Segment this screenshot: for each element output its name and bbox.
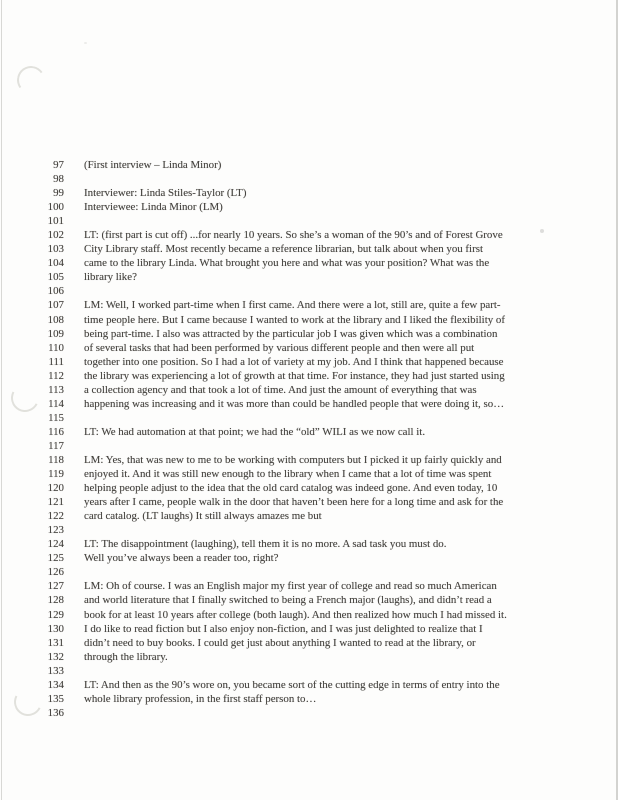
line-number: 117 bbox=[48, 439, 64, 452]
transcript-line bbox=[0, 664, 618, 678]
transcript-line bbox=[0, 425, 618, 439]
line-text: the library was experiencing a lot of growth at that time. For instance, they had just started using bbox=[84, 369, 505, 382]
transcript-line bbox=[0, 327, 618, 341]
line-text: card catalog. (LT laughs) It still always amazes me but bbox=[84, 510, 322, 523]
line-number: 107 bbox=[47, 299, 64, 312]
line-text: Interviewee: Linda Minor (LM) bbox=[84, 201, 223, 214]
line-text: (First interview – Linda Minor) bbox=[84, 159, 222, 171]
transcript-line bbox=[0, 186, 618, 200]
line-number: 125 bbox=[47, 552, 64, 565]
line-number: 111 bbox=[48, 355, 64, 368]
line-number: 121 bbox=[47, 496, 64, 509]
line-text: library like? bbox=[84, 271, 137, 284]
transcript-line bbox=[0, 551, 618, 565]
line-number: 99 bbox=[53, 187, 64, 200]
transcript-line bbox=[0, 481, 618, 495]
line-number: 122 bbox=[47, 510, 64, 523]
transcript-line bbox=[0, 369, 618, 383]
transcript-line bbox=[0, 509, 618, 523]
transcript-line bbox=[0, 565, 618, 579]
line-number: 128 bbox=[47, 594, 64, 607]
line-text: Well you’ve always been a reader too, right? bbox=[84, 552, 279, 565]
line-number: 129 bbox=[47, 608, 64, 621]
line-number: 120 bbox=[47, 482, 64, 495]
line-number: 101 bbox=[47, 215, 64, 228]
transcript-line bbox=[0, 692, 618, 706]
scan-speck bbox=[84, 42, 87, 44]
line-text: came to the library Linda. What brought you here and what was your position? What was the bbox=[84, 257, 490, 270]
line-number: 135 bbox=[47, 692, 64, 705]
line-text: LM: Oh of course. I was an English major my first year of college and read so much American bbox=[84, 580, 497, 593]
line-number: 118 bbox=[48, 453, 64, 466]
line-text: Interviewer: Linda Stiles-Taylor (LT) bbox=[84, 187, 247, 200]
line-text: whole library profession, in the first staff person to… bbox=[84, 692, 317, 705]
line-number: 124 bbox=[47, 538, 64, 551]
transcript-line bbox=[0, 383, 618, 397]
line-number: 133 bbox=[47, 664, 64, 677]
transcript-line bbox=[0, 284, 618, 298]
transcript-line bbox=[0, 439, 618, 453]
transcript-line bbox=[0, 467, 618, 481]
line-text: time people here. But I came because I wanted to work at the library and I liked the flexibility of bbox=[84, 313, 505, 326]
line-number: 134 bbox=[47, 678, 64, 691]
line-text: LM: Yes, that was new to me to be working with computers but I picked it up fairly quickly and bbox=[84, 453, 502, 466]
line-text: of several tasks that had been performed by various different people and then were all put bbox=[84, 341, 475, 354]
line-number: 106 bbox=[47, 285, 64, 298]
transcript-line bbox=[0, 200, 618, 214]
interview-transcript bbox=[0, 158, 618, 720]
line-number: 109 bbox=[47, 327, 64, 340]
transcript-line bbox=[0, 650, 618, 664]
line-number: 132 bbox=[47, 650, 64, 663]
line-text: years after I came, people walk in the door that haven’t been here for a long time and ask for the bbox=[84, 496, 504, 509]
transcript-line bbox=[0, 228, 618, 242]
line-text: City Library staff. Most recently became a reference librarian, but talk about when you first bbox=[84, 243, 483, 256]
line-number: 112 bbox=[48, 369, 64, 382]
line-number: 103 bbox=[47, 243, 64, 256]
line-text: happening was increasing and it was more than could be handled people that were doing it, so… bbox=[84, 397, 505, 410]
line-text: LM: Well, I worked part-time when I first came. And there were a lot, still are, quite a few part- bbox=[84, 299, 501, 312]
line-number: 126 bbox=[47, 566, 64, 579]
line-text: book for at least 10 years after college (both laugh). And then realized how much I had missed it. bbox=[84, 608, 507, 621]
line-number: 136 bbox=[47, 706, 64, 719]
transcript-line bbox=[0, 270, 618, 284]
transcript-line bbox=[0, 706, 618, 720]
transcript-line bbox=[0, 242, 618, 256]
line-text: through the library. bbox=[84, 650, 168, 663]
line-number: 104 bbox=[47, 257, 64, 270]
line-number: 98 bbox=[53, 173, 64, 186]
line-number: 110 bbox=[48, 341, 64, 354]
transcript-line bbox=[0, 622, 618, 636]
transcript-line bbox=[0, 453, 618, 467]
line-number: 130 bbox=[47, 622, 64, 635]
line-number: 131 bbox=[47, 636, 64, 649]
line-number: 116 bbox=[48, 425, 64, 438]
transcript-line bbox=[0, 355, 618, 369]
line-text: enjoyed it. And it was still new enough to the library when I came that a lot of time was spent bbox=[84, 468, 492, 481]
transcript-line bbox=[0, 298, 618, 312]
transcript-line bbox=[0, 537, 618, 551]
line-number: 97 bbox=[53, 159, 64, 171]
transcript-line bbox=[0, 495, 618, 509]
hole-punch-mark-top bbox=[15, 64, 47, 96]
line-text: helping people adjust to the idea that the old card catalog was indeed gone. And even today, 10 bbox=[84, 482, 498, 495]
line-text: didn’t need to buy books. I could get just about anything I wanted to read at the library, or bbox=[84, 636, 476, 649]
transcript-line bbox=[0, 397, 618, 411]
transcript-line bbox=[0, 678, 618, 692]
line-number: 108 bbox=[47, 313, 64, 326]
line-text: and world literature that I finally switched to being a French major (laughs), and didn’t read a bbox=[84, 594, 492, 607]
line-number: 100 bbox=[47, 201, 64, 214]
transcript-line bbox=[0, 523, 618, 537]
line-text: a collection agency and that took a lot of time. And just the amount of everything that was bbox=[84, 383, 477, 396]
line-number: 123 bbox=[47, 524, 64, 537]
line-number: 119 bbox=[48, 468, 64, 481]
transcript-line bbox=[0, 172, 618, 186]
line-number: 114 bbox=[48, 397, 64, 410]
transcript-line bbox=[0, 256, 618, 270]
line-number: 113 bbox=[48, 383, 64, 396]
transcript-line bbox=[0, 313, 618, 327]
line-text: LT: The disappointment (laughing), tell them it is no more. A sad task you must do. bbox=[84, 538, 447, 551]
line-text: LT: (first part is cut off) ...for nearly 10 years. So she’s a woman of the 90’s and of Forest Grove bbox=[84, 229, 503, 242]
transcript-line bbox=[0, 158, 618, 172]
transcript-line bbox=[0, 579, 618, 593]
transcript-line bbox=[0, 608, 618, 622]
line-number: 127 bbox=[47, 580, 64, 593]
line-number: 102 bbox=[47, 229, 64, 242]
transcript-line bbox=[0, 636, 618, 650]
transcript-line bbox=[0, 341, 618, 355]
line-text: together into one position. So I had a lot of variety at my job. And I think that happened because bbox=[84, 355, 504, 368]
line-number: 115 bbox=[48, 411, 64, 424]
transcript-line bbox=[0, 411, 618, 425]
line-text: LT: And then as the 90’s wore on, you became sort of the cutting edge in terms of entry into the bbox=[84, 678, 500, 691]
transcript-line bbox=[0, 214, 618, 228]
transcript-line bbox=[0, 593, 618, 607]
line-text: I do like to read fiction but I also enjoy non-fiction, and I was just delighted to realize that I bbox=[84, 622, 483, 635]
line-text: being part-time. I also was attracted by the particular job I was given which was a combination bbox=[84, 327, 498, 340]
line-number: 105 bbox=[47, 271, 64, 284]
line-text: LT: We had automation at that point; we had the “old” WILI as we now call it. bbox=[84, 425, 426, 438]
